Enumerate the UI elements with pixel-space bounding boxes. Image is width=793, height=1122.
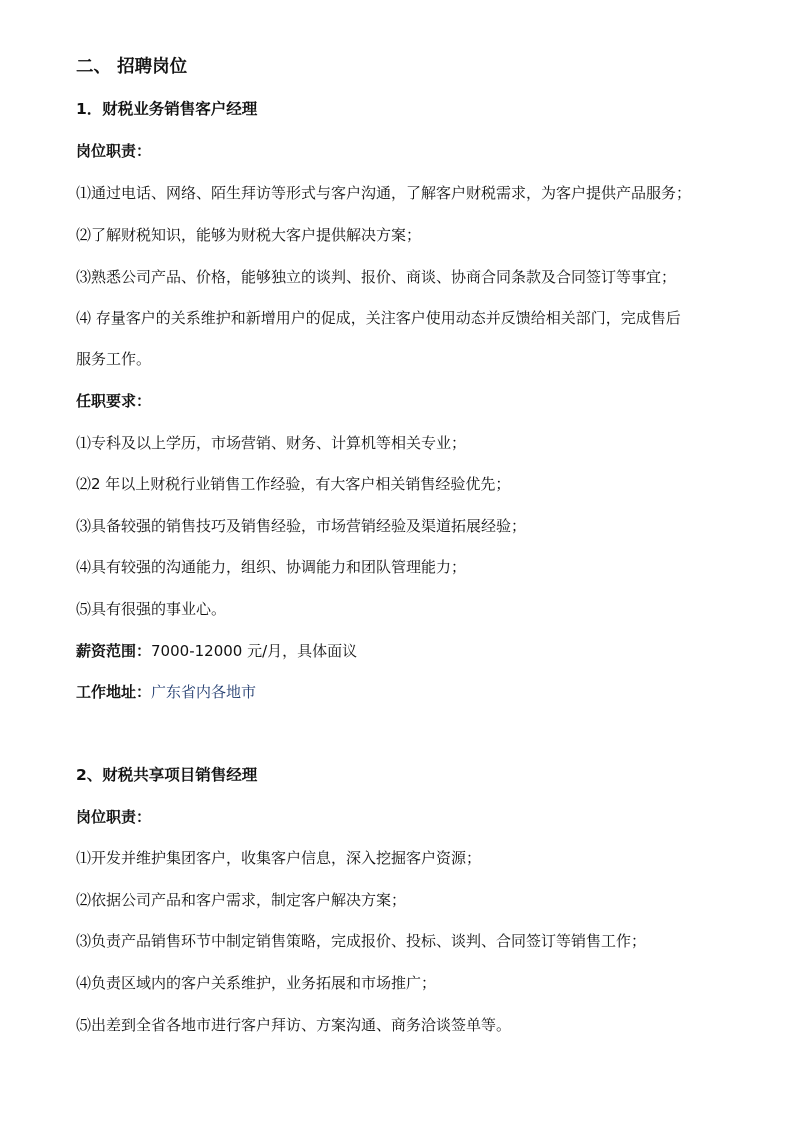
job2-duty-1: ⑴开发并维护集团客户，收集客户信息，深入挖掘客户资源；: [76, 849, 482, 867]
job2-duty-2: ⑵依据公司产品和客户需求，制定客户解决方案；: [76, 891, 407, 909]
salary-label: 薪资范围：: [76, 642, 152, 660]
job1-requirement-3: ⑶具备较强的销售技巧及销售经验，市场营销经验及渠道拓展经验；: [76, 517, 527, 535]
job1-requirement-2: ⑵2 年以上财税行业销售工作经验，有大客户相关销售经验优先；: [76, 475, 511, 493]
job1-requirement-5: ⑸具有很强的事业心。: [76, 600, 227, 618]
job1-duty-4-continued: 服务工作。: [76, 350, 152, 368]
address-label: 工作地址：: [76, 683, 152, 701]
job2-duties-label: 岗位职责：: [76, 808, 152, 826]
job2-title: 2、财税共享项目销售经理: [76, 766, 258, 784]
job1-duty-3: ⑶熟悉公司产品、价格，能够独立的谈判、报价、商谈、协商合同条款及合同签订等事宜；: [76, 268, 677, 286]
job1-duties-label: 岗位职责：: [76, 142, 152, 160]
job1-duty-1: ⑴通过电话、网络、陌生拜访等形式与客户沟通，了解客户财税需求，为客户提供产品服务；: [76, 184, 692, 202]
salary-value: 7000-12000 元/月，具体面议: [151, 642, 358, 660]
job2-duty-3: ⑶负责产品销售环节中制定销售策略，完成报价、投标、谈判、合同签订等销售工作；: [76, 932, 647, 950]
job2-duty-4: ⑷负责区域内的客户关系维护，业务拓展和市场推广；: [76, 974, 437, 992]
job2-duty-5: ⑸出差到全省各地市进行客户拜访、方案沟通、商务洽谈签单等。: [76, 1016, 512, 1034]
section-title: 二、 招聘岗位: [76, 57, 188, 77]
job1-requirements-label: 任职要求：: [76, 392, 152, 410]
job1-address: [76, 682, 256, 702]
job1-duty-4: ⑷ 存量客户的关系维护和新增用户的促成，关注客户使用动态并反馈给相关部门，完成售后: [76, 309, 681, 327]
address-value: 广东省内各地市: [151, 683, 257, 701]
job1-duty-2: ⑵了解财税知识，能够为财税大客户提供解决方案；: [76, 226, 422, 244]
job1-requirement-1: ⑴专科及以上学历，市场营销、财务、计算机等相关专业；: [76, 434, 467, 452]
job1-requirement-4: ⑷具有较强的沟通能力，组织、协调能力和团队管理能力；: [76, 558, 467, 576]
job1-salary: [76, 641, 357, 661]
job1-title: 1．财税业务销售客户经理: [76, 100, 258, 118]
